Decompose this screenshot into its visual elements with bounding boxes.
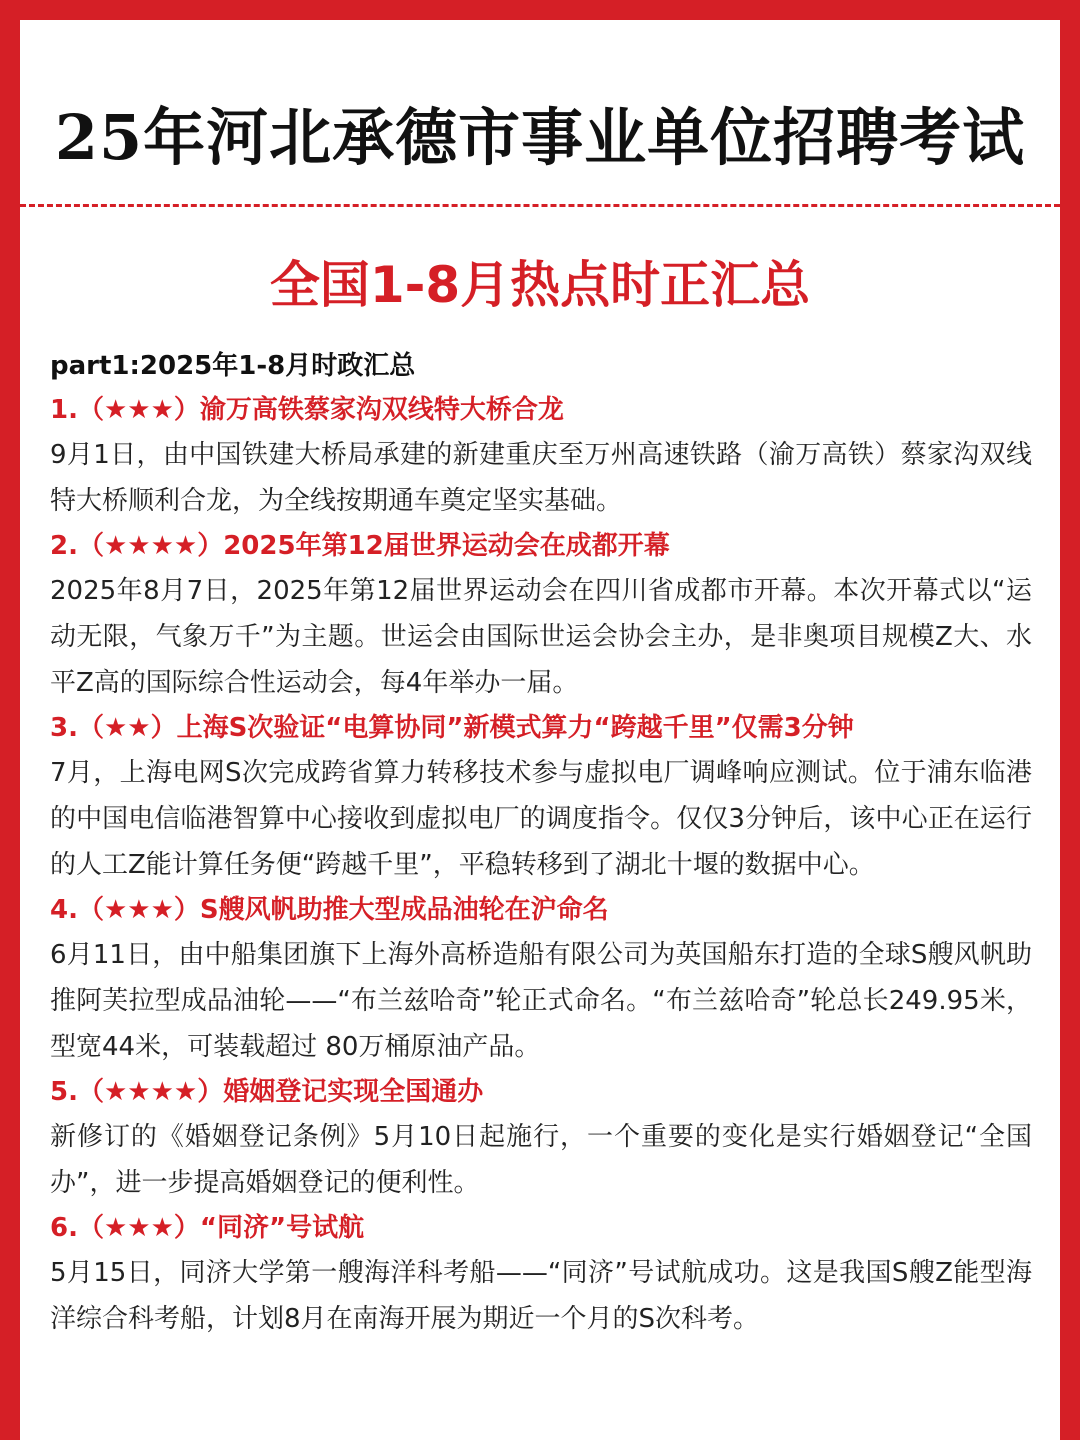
news-item-body: 6月11日，由中船集团旗下上海外高桥造船有限公司为英国船东打造的全球S艘风帆助推阿芙拉型成品油轮——“布兰兹哈奇”轮正式命名。“布兰兹哈奇”轮总长249.95米，型宽44米，可装载超过 80万桶原油产品。 [50,940,1032,1062]
news-item [50,388,1032,524]
dashed-divider [20,204,1060,207]
news-item [50,706,1032,888]
page-subtitle: 全国1-8月热点时正汇总 [269,256,811,314]
news-item-heading: 6.（★★★）“同济”号试航 [50,1213,365,1243]
news-item [50,1206,1032,1342]
news-item-body: 9月1日，由中国铁建大桥局承建的新建重庆至万州高速铁路（渝万高铁）蔡家沟双线特大桥顺利合龙，为全线按期通车奠定坚实基础。 [50,440,1032,516]
news-item-heading: 2.（★★★★）2025年第12届世界运动会在成都开幕 [50,531,670,561]
part-label: part1:2025年1-8月时政汇总 [50,351,416,381]
news-item [50,888,1032,1070]
news-item-body: 新修订的《婚姻登记条例》5月10日起施行，一个重要的变化是实行婚姻登记“全国办”，进一步提高婚姻登记的便利性。 [50,1122,1032,1198]
news-item-heading: 4.（★★★）S艘风帆助推大型成品油轮在沪命名 [50,895,609,925]
news-item-body: 5月15日，同济大学第一艘海洋科考船——“同济”号试航成功。这是我国S艘Z能型海洋综合科考船，计划8月在南海开展为期近一个月的S次科考。 [50,1258,1032,1334]
news-item [50,524,1032,706]
content-area [50,344,1032,1342]
page-title: 25年河北承德市事业单位招聘考试 [54,101,1026,174]
news-item-heading: 3.（★★）上海S次验证“电算协同”新模式算力“跨越千里”仅需3分钟 [50,713,854,743]
news-item-heading: 5.（★★★★）婚姻登记实现全国通办 [50,1077,484,1107]
news-item-body: 2025年8月7日，2025年第12届世界运动会在四川省成都市开幕。本次开幕式以“运动无限，气象万千”为主题。世运会由国际世运会协会主办，是非奥项目规模Z大、水平Z高的国际综合性运动会，每4年举办一届。 [50,576,1032,698]
news-item-heading: 1.（★★★）渝万高铁蔡家沟双线特大桥合龙 [50,395,564,425]
document-sheet [20,20,1060,1440]
news-item [50,1070,1032,1206]
news-item-body: 7月，上海电网S次完成跨省算力转移技术参与虚拟电厂调峰响应测试。位于浦东临港的中国电信临港智算中心接收到虚拟电厂的调度指令。仅仅3分钟后，该中心正在运行的人工Z能计算任务便“跨越千里”，平稳转移到了湖北十堰的数据中心。 [50,758,1032,880]
